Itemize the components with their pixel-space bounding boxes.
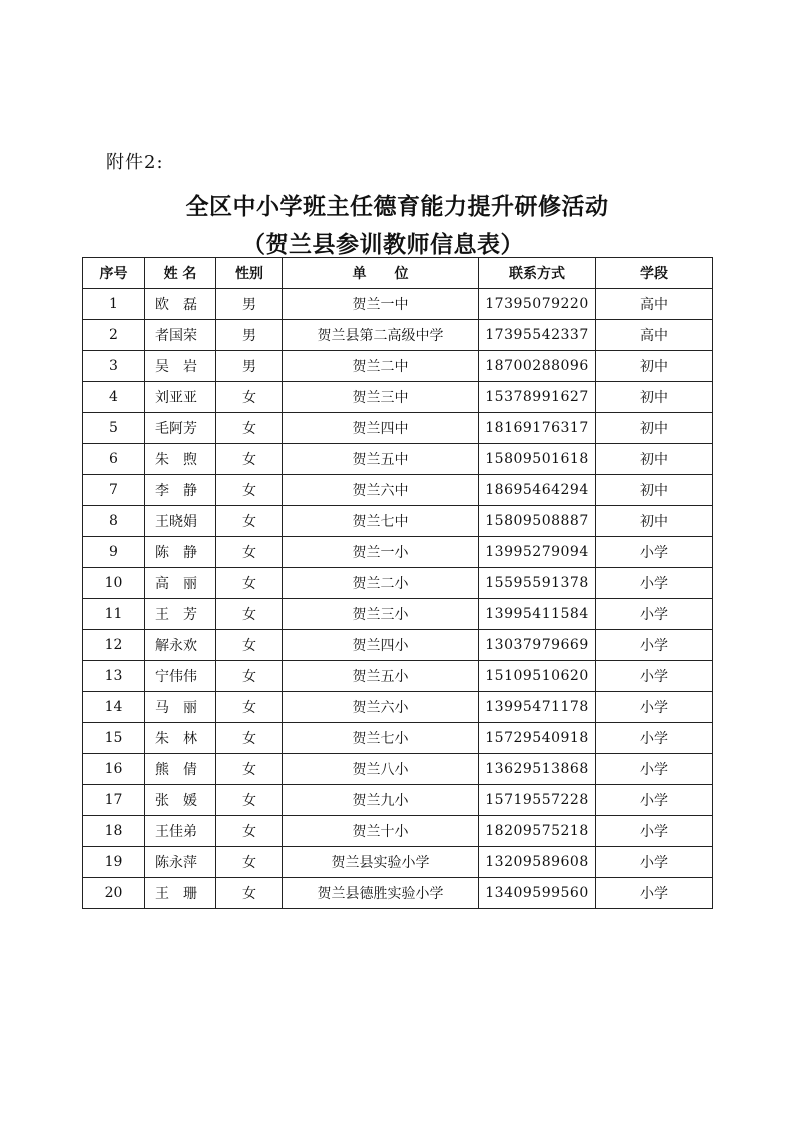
- table-row: [83, 351, 713, 382]
- table-row: [83, 413, 713, 444]
- cell-no: 10: [83, 568, 145, 599]
- cell-gender: 女: [216, 878, 283, 909]
- cell-stage: 初中: [596, 475, 713, 506]
- cell-phone: 13995411584: [479, 599, 596, 630]
- cell-no: 5: [83, 413, 145, 444]
- cell-stage: 小学: [596, 723, 713, 754]
- cell-gender: 女: [216, 599, 283, 630]
- cell-name: 解永欢: [145, 630, 216, 661]
- cell-no: 14: [83, 692, 145, 723]
- cell-stage: 初中: [596, 382, 713, 413]
- cell-unit: 贺兰一小: [283, 537, 479, 568]
- cell-name: 李 静: [145, 475, 216, 506]
- cell-stage: 初中: [596, 413, 713, 444]
- cell-stage: 高中: [596, 320, 713, 351]
- cell-phone: 13995471178: [479, 692, 596, 723]
- cell-no: 9: [83, 537, 145, 568]
- cell-name: 宁伟伟: [145, 661, 216, 692]
- cell-unit: 贺兰五小: [283, 661, 479, 692]
- table-row: [83, 382, 713, 413]
- cell-stage: 小学: [596, 661, 713, 692]
- cell-stage: 初中: [596, 444, 713, 475]
- cell-stage: 高中: [596, 289, 713, 320]
- cell-gender: 女: [216, 475, 283, 506]
- cell-unit: 贺兰一中: [283, 289, 479, 320]
- cell-no: 17: [83, 785, 145, 816]
- cell-phone: 18700288096: [479, 351, 596, 382]
- table-row: [83, 289, 713, 320]
- cell-gender: 女: [216, 785, 283, 816]
- cell-name: 陈 静: [145, 537, 216, 568]
- cell-name: 陈永萍: [145, 847, 216, 878]
- cell-gender: 女: [216, 444, 283, 475]
- cell-name: 朱 煦: [145, 444, 216, 475]
- header-gender: 性别: [216, 258, 283, 289]
- cell-name: 马 丽: [145, 692, 216, 723]
- cell-phone: 15595591378: [479, 568, 596, 599]
- cell-no: 20: [83, 878, 145, 909]
- table-row: [83, 661, 713, 692]
- cell-phone: 15729540918: [479, 723, 596, 754]
- table-row: [83, 847, 713, 878]
- cell-gender: 男: [216, 289, 283, 320]
- cell-no: 12: [83, 630, 145, 661]
- cell-gender: 男: [216, 320, 283, 351]
- cell-no: 11: [83, 599, 145, 630]
- table-row: [83, 785, 713, 816]
- table-row: [83, 537, 713, 568]
- cell-unit: 贺兰八小: [283, 754, 479, 785]
- cell-name: 王 芳: [145, 599, 216, 630]
- cell-unit: 贺兰七中: [283, 506, 479, 537]
- cell-name: 高 丽: [145, 568, 216, 599]
- cell-gender: 女: [216, 754, 283, 785]
- header-stage: 学段: [596, 258, 713, 289]
- table-row: [83, 723, 713, 754]
- document-subtitle: （贺兰县参训教师信息表）: [242, 232, 524, 258]
- cell-phone: 17395079220: [479, 289, 596, 320]
- table-row: [83, 444, 713, 475]
- cell-unit: 贺兰县实验小学: [283, 847, 479, 878]
- table-row: [83, 754, 713, 785]
- cell-no: 4: [83, 382, 145, 413]
- cell-unit: 贺兰六小: [283, 692, 479, 723]
- table-row: [83, 878, 713, 909]
- cell-phone: 15109510620: [479, 661, 596, 692]
- header-name: 姓 名: [145, 258, 216, 289]
- table-row: [83, 599, 713, 630]
- table-row: [83, 506, 713, 537]
- cell-unit: 贺兰三小: [283, 599, 479, 630]
- cell-stage: 小学: [596, 816, 713, 847]
- cell-gender: 女: [216, 816, 283, 847]
- cell-name: 者国荣: [145, 320, 216, 351]
- cell-no: 6: [83, 444, 145, 475]
- cell-phone: 13037979669: [479, 630, 596, 661]
- cell-name: 刘亚亚: [145, 382, 216, 413]
- cell-unit: 贺兰县第二高级中学: [283, 320, 479, 351]
- cell-gender: 女: [216, 537, 283, 568]
- table-row: [83, 320, 713, 351]
- header-unit: 单 位: [283, 258, 479, 289]
- cell-name: 王晓娟: [145, 506, 216, 537]
- cell-unit: 贺兰九小: [283, 785, 479, 816]
- cell-name: 毛阿芳: [145, 413, 216, 444]
- table-row: [83, 568, 713, 599]
- cell-gender: 女: [216, 723, 283, 754]
- cell-gender: 女: [216, 847, 283, 878]
- header-no: 序号: [83, 258, 145, 289]
- cell-stage: 初中: [596, 351, 713, 382]
- cell-no: 13: [83, 661, 145, 692]
- cell-stage: 初中: [596, 506, 713, 537]
- cell-no: 16: [83, 754, 145, 785]
- cell-no: 8: [83, 506, 145, 537]
- cell-phone: 15809501618: [479, 444, 596, 475]
- cell-no: 1: [83, 289, 145, 320]
- cell-phone: 15378991627: [479, 382, 596, 413]
- cell-gender: 男: [216, 351, 283, 382]
- cell-stage: 小学: [596, 847, 713, 878]
- cell-phone: 15809508887: [479, 506, 596, 537]
- cell-name: 朱 林: [145, 723, 216, 754]
- cell-no: 7: [83, 475, 145, 506]
- table-row: [83, 475, 713, 506]
- cell-unit: 贺兰县德胜实验小学: [283, 878, 479, 909]
- cell-phone: 13995279094: [479, 537, 596, 568]
- cell-stage: 小学: [596, 537, 713, 568]
- table-body: [83, 289, 713, 909]
- table-row: [83, 816, 713, 847]
- cell-no: 2: [83, 320, 145, 351]
- cell-name: 张 媛: [145, 785, 216, 816]
- document-title: 全区中小学班主任德育能力提升研修活动: [185, 194, 609, 220]
- cell-gender: 女: [216, 692, 283, 723]
- cell-gender: 女: [216, 413, 283, 444]
- cell-name: 熊 倩: [145, 754, 216, 785]
- cell-gender: 女: [216, 630, 283, 661]
- cell-name: 欧 磊: [145, 289, 216, 320]
- cell-stage: 小学: [596, 568, 713, 599]
- cell-no: 18: [83, 816, 145, 847]
- cell-unit: 贺兰二中: [283, 351, 479, 382]
- header-contact: 联系方式: [479, 258, 596, 289]
- cell-stage: 小学: [596, 754, 713, 785]
- table-row: [83, 630, 713, 661]
- cell-unit: 贺兰四中: [283, 413, 479, 444]
- cell-no: 19: [83, 847, 145, 878]
- cell-stage: 小学: [596, 692, 713, 723]
- cell-unit: 贺兰十小: [283, 816, 479, 847]
- cell-name: 吴 岩: [145, 351, 216, 382]
- attachment-label: 附件2:: [106, 152, 164, 173]
- cell-phone: 15719557228: [479, 785, 596, 816]
- cell-no: 3: [83, 351, 145, 382]
- cell-stage: 小学: [596, 878, 713, 909]
- teacher-info-table: [82, 257, 713, 909]
- cell-phone: 13409599560: [479, 878, 596, 909]
- cell-phone: 18169176317: [479, 413, 596, 444]
- cell-unit: 贺兰五中: [283, 444, 479, 475]
- cell-no: 15: [83, 723, 145, 754]
- cell-unit: 贺兰二小: [283, 568, 479, 599]
- cell-phone: 17395542337: [479, 320, 596, 351]
- cell-phone: 13629513868: [479, 754, 596, 785]
- cell-stage: 小学: [596, 630, 713, 661]
- cell-name: 王 珊: [145, 878, 216, 909]
- cell-stage: 小学: [596, 599, 713, 630]
- cell-gender: 女: [216, 382, 283, 413]
- table-header-row: [83, 258, 713, 289]
- table-row: [83, 692, 713, 723]
- cell-unit: 贺兰四小: [283, 630, 479, 661]
- cell-gender: 女: [216, 568, 283, 599]
- cell-phone: 18695464294: [479, 475, 596, 506]
- cell-name: 王佳弟: [145, 816, 216, 847]
- cell-gender: 女: [216, 506, 283, 537]
- cell-unit: 贺兰六中: [283, 475, 479, 506]
- cell-unit: 贺兰七小: [283, 723, 479, 754]
- cell-stage: 小学: [596, 785, 713, 816]
- cell-gender: 女: [216, 661, 283, 692]
- cell-phone: 13209589608: [479, 847, 596, 878]
- cell-unit: 贺兰三中: [283, 382, 479, 413]
- cell-phone: 18209575218: [479, 816, 596, 847]
